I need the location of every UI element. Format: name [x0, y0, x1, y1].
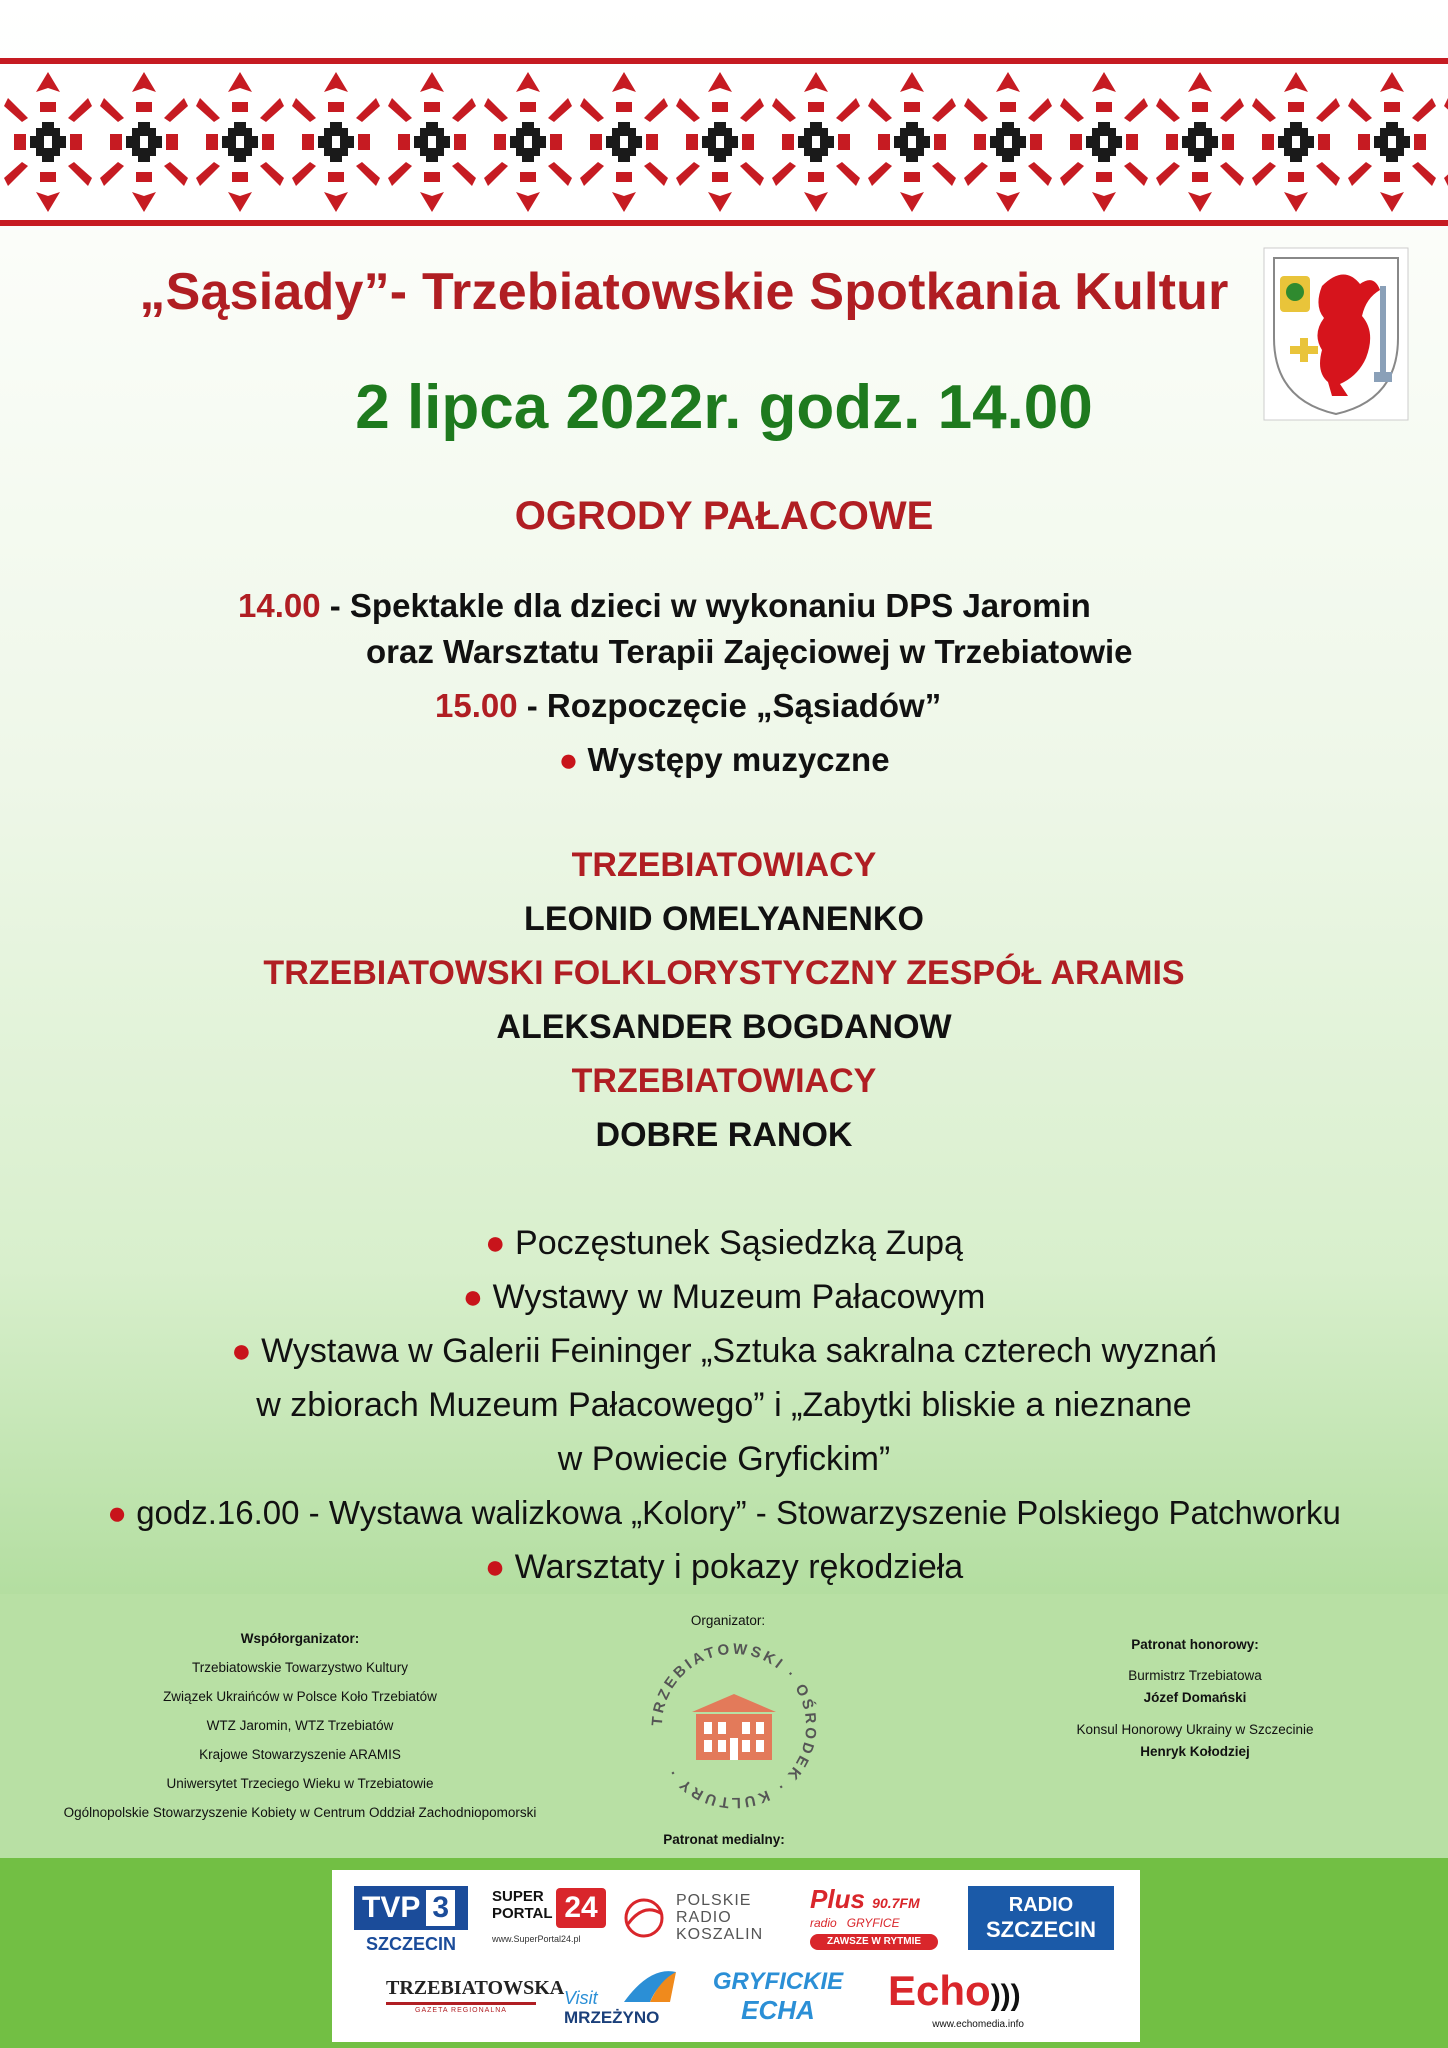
performer-name: TRZEBIATOWIACY	[571, 1062, 877, 1100]
performer-6	[0, 1116, 1448, 1155]
coorganizer-item: Krajowe Stowarzyszenie ARAMIS	[199, 1747, 401, 1762]
event-date: 2 lipca 2022r. godz. 14.00	[355, 373, 1093, 442]
honorary-role: Konsul Honorowy Ukrainy w Szczecinie	[1076, 1722, 1314, 1737]
coorganizers-block	[20, 1624, 580, 1827]
coorganizer-item: Ogólnopolskie Stowarzyszenie Kobiety w Centrum Oddział Zachodniopomorski	[63, 1805, 537, 1820]
performer-3	[0, 954, 1448, 993]
bullet-icon: ●	[558, 741, 588, 778]
event-venue: OGRODY PAŁACOWE	[514, 494, 934, 538]
honorary-block	[1030, 1630, 1360, 1763]
bullet-icon: ●	[485, 1224, 516, 1262]
bullet-icon: ●	[107, 1494, 137, 1531]
schedule-line-4	[0, 741, 1448, 779]
schedule-time: 15.00	[435, 687, 518, 724]
schedule-line-2	[366, 633, 1133, 671]
bullet-icon: ●	[231, 1332, 262, 1370]
performer-5	[0, 1062, 1448, 1101]
attraction-2	[0, 1278, 1448, 1317]
attraction-3-cont	[0, 1386, 1448, 1425]
performer-name: ALEKSANDER BOGDANOW	[496, 1008, 952, 1046]
polskie-radio-koszalin-logo: POLSKIE RADIO KOSZALIN	[622, 1890, 772, 1950]
performer-1	[0, 846, 1448, 885]
attraction-5	[0, 1548, 1448, 1587]
schedule-line-3	[435, 687, 941, 725]
schedule-text: oraz Warsztatu Terapii Zajęciowej w Trzebiatowie	[366, 633, 1133, 670]
attraction-4	[0, 1494, 1448, 1532]
superportal24-logo: SUPER PORTAL 24 www.SuperPortal24.pl	[492, 1888, 612, 1958]
schedule-text: - Rozpoczęcie „Sąsiadów”	[517, 687, 942, 724]
honorary-name: Henryk Kołodziej	[1140, 1744, 1250, 1759]
bullet-icon: ●	[462, 1278, 493, 1316]
visit-mrzezyno-logo: Visit MRZEŻYNO	[564, 1966, 684, 2032]
signal-icon: )))	[990, 1979, 1021, 2012]
coorganizer-item: Związek Ukraińców w Polsce Koło Trzebiatów	[163, 1689, 437, 1704]
attraction-1	[0, 1224, 1448, 1263]
attraction-text: Poczęstunek Sąsiedzką Zupą	[515, 1224, 963, 1262]
attraction-text: w zbiorach Muzeum Pałacowego” i „Zabytki bliskie a nieznane	[256, 1386, 1192, 1424]
attraction-text: Wystawy w Muzeum Pałacowym	[492, 1278, 986, 1316]
schedule-time: 14.00	[238, 587, 321, 624]
gazeta-trzebiatowska-logo: TRZEBIATOWSKA GAZETA REGIONALNA	[386, 1974, 536, 2026]
radio-szczecin-logo: RADIO SZCZECIN	[968, 1886, 1114, 1950]
attraction-text: w Powiecie Gryfickim”	[557, 1440, 891, 1478]
media-heading: Patronat medialny:	[663, 1832, 785, 1847]
performer-2	[0, 900, 1448, 939]
attraction-3	[0, 1332, 1448, 1371]
bullet-icon: ●	[484, 1548, 515, 1586]
performer-name: TRZEBIATOWSKI FOLKLORYSTYCZNY ZESPÓŁ ARAMIS	[263, 954, 1185, 992]
echo-media-logo: Echo))) www.echomedia.info	[888, 1967, 1024, 2030]
event-title: „Sąsiady”- Trzebiatowskie Spotkania Kultur	[139, 263, 1229, 321]
performer-name: DOBRE RANOK	[595, 1116, 853, 1154]
organizer-heading: Organizator:	[690, 1613, 766, 1628]
attraction-text: godz.16.00 - Wystawa walizkowa „Kolory” - Stowarzyszenie Polskiego Patchworku	[136, 1494, 1341, 1531]
schedule-text: Występy muzyczne	[587, 741, 890, 778]
media-logos-box	[332, 1870, 1140, 2042]
honorary-role: Burmistrz Trzebiatowa	[1128, 1668, 1262, 1683]
attraction-text: Wystawa w Galerii Feininger „Sztuka sakralna czterech wyznań	[261, 1332, 1217, 1370]
performer-name: LEONID OMELYANENKO	[524, 900, 924, 938]
performer-name: TRZEBIATOWIACY	[571, 846, 877, 884]
attraction-text: Warsztaty i pokazy rękodzieła	[514, 1548, 964, 1586]
honorary-heading: Patronat honorowy:	[1131, 1637, 1259, 1652]
logo-ring-text: TRZEBIATOWSKI · OŚRODEK · KULTURY ·	[648, 1640, 820, 1812]
radio-wave-icon	[622, 1896, 670, 1940]
schedule-line-1	[238, 587, 1091, 625]
performer-4	[0, 1008, 1448, 1047]
schedule-text: - Spektakle dla dzieci w wykonaniu DPS Jaromin	[320, 587, 1091, 624]
gryfickie-echa-logo: GRYFICKIE ECHA	[712, 1968, 844, 2025]
cultural-center-logo	[646, 1638, 822, 1814]
coorganizer-item: Trzebiatowskie Towarzystwo Kultury	[191, 1660, 409, 1675]
radio-plus-gryfice-logo: Plus 90.7FM radio GRYFICE ZAWSZE W RYTMIE	[810, 1886, 938, 1950]
tvp3-szczecin-logo: TVP 3 SZCZECIN	[354, 1886, 468, 1956]
coorganizer-item: WTZ Jaromin, WTZ Trzebiatów	[206, 1718, 394, 1733]
coorganizer-heading: Współorganizator:	[240, 1631, 360, 1646]
folk-embroidery-border	[0, 58, 1448, 226]
sail-icon	[620, 1966, 680, 2006]
coorganizer-item: Uniwersytet Trzeciego Wieku w Trzebiatowie	[166, 1776, 434, 1791]
honorary-name: Józef Domański	[1143, 1690, 1247, 1705]
attraction-3-cont-2	[0, 1440, 1448, 1479]
